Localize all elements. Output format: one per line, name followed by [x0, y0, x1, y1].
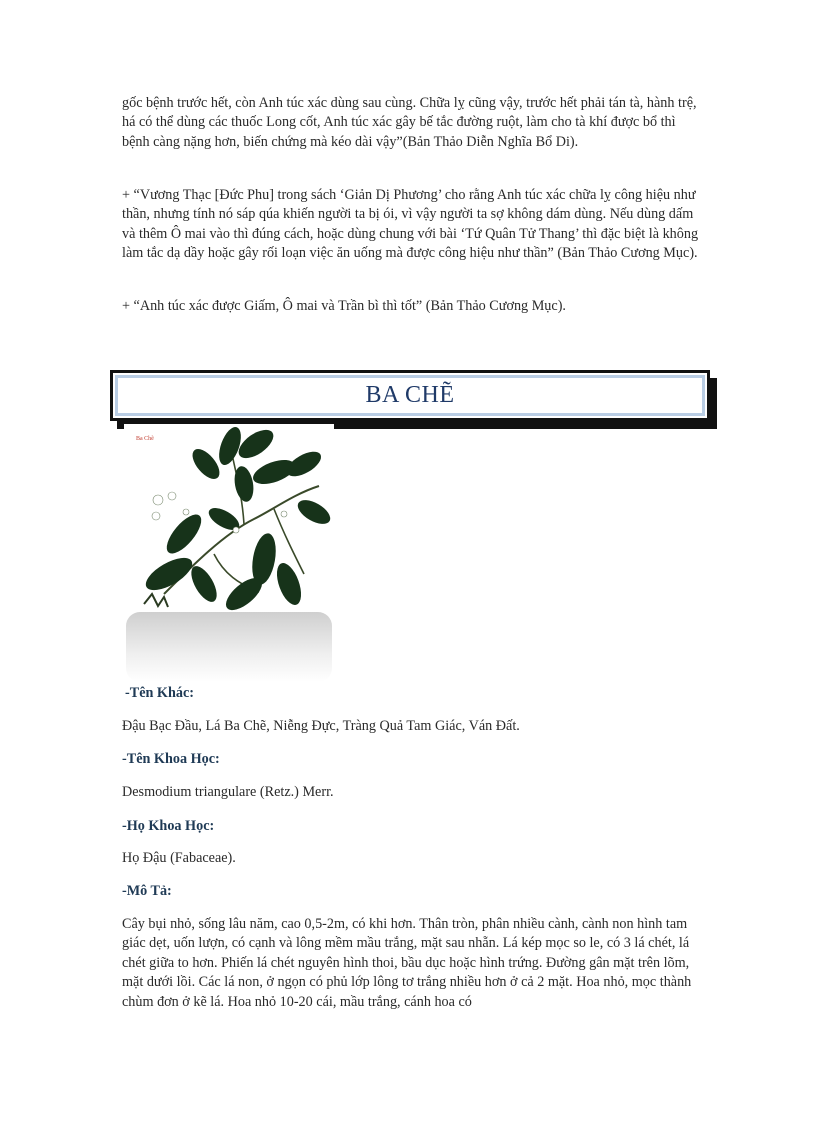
plant-leaf-icon — [124, 424, 334, 682]
other-names-value: Đậu Bạc Đầu, Lá Ba Chẽ, Niễng Đực, Tràng Quả Tam Giác, Ván Đất. — [122, 718, 520, 734]
description-label: -Mô Tả: — [122, 883, 172, 899]
image-caption: Ba Chẽ — [136, 436, 154, 442]
plant-illustration — [124, 424, 334, 682]
family-label: -Họ Khoa Học: — [122, 818, 215, 834]
description-paragraph: Cây bụi nhỏ, sống lâu năm, cao 0,5-2m, có khi hơn. Thân tròn, phân nhiều cành, cành non hình tam giác dẹt, uốn lượn, có cạnh và lông mềm mầu trắng, mặt sau nhẵn. Lá kép mọc so le, có 3 lá chét, lá chét giữa to hơn. Phiến lá chét nguyên hình thoi, bầu dục hoặc hình trứng. Đường gân mặt trên lõm, mặt dưới lồi. Các lá non, ở ngọn có phủ lớp lông tơ trắng nhiều hơn ở cả 2 mặt. Hoa nhỏ, mọc thành chùm đơn ở kẽ lá. Hoa nhỏ 10-20 cái, mầu trắng, cánh hoa có — [122, 916, 692, 1010]
section-title-box — [110, 370, 710, 421]
section-title-frame — [115, 375, 705, 416]
intro-paragraph-1: gốc bệnh trước hết, còn Anh túc xác dùng sau cùng. Chữa lỵ cũng vậy, trước hết phải tán tà, hành trệ, há có thể dùng các thuốc Long cốt, Anh túc xác gây bế tắc đường ruột, làm cho tà khí được bổ thì bệnh càng nặng hơn, biến chứng mà kéo dài vậy”(Bản Thảo Diễn Nghĩa Bổ Di). — [122, 95, 697, 150]
scientific-name-value: Desmodium triangulare (Retz.) Merr. — [122, 784, 334, 800]
scientific-name-label: -Tên Khoa Học: — [122, 751, 220, 767]
other-names-label: -Tên Khác: — [125, 685, 194, 701]
intro-paragraph-3: + “Anh túc xác được Giấm, Ô mai và Trần bì thì tốt” (Bản Thảo Cương Mục). — [122, 298, 566, 314]
family-value: Họ Đậu (Fabaceae). — [122, 850, 236, 866]
section-title: BA CHẼ — [365, 382, 455, 408]
intro-paragraph-2: + “Vương Thạc [Đức Phu] trong sách ‘Giản Dị Phương’ cho rằng Anh túc xác chữa lỵ công hiệu như thần, nhưng tính nó sáp qúa khiến người ta bị ói, vì vậy người ta sợ không dám dùng. Nếu dùng dấm và thêm Ô mai vào thì đúng cách, hoặc dùng chung với bài ‘Tứ Quân Tử Thang’ thì đặc biệt là không làm tắc dạ dầy hoặc gây rối loạn việc ăn uống mà được công hiệu như thần” (Bản Thảo Cương Mục). — [122, 187, 699, 262]
